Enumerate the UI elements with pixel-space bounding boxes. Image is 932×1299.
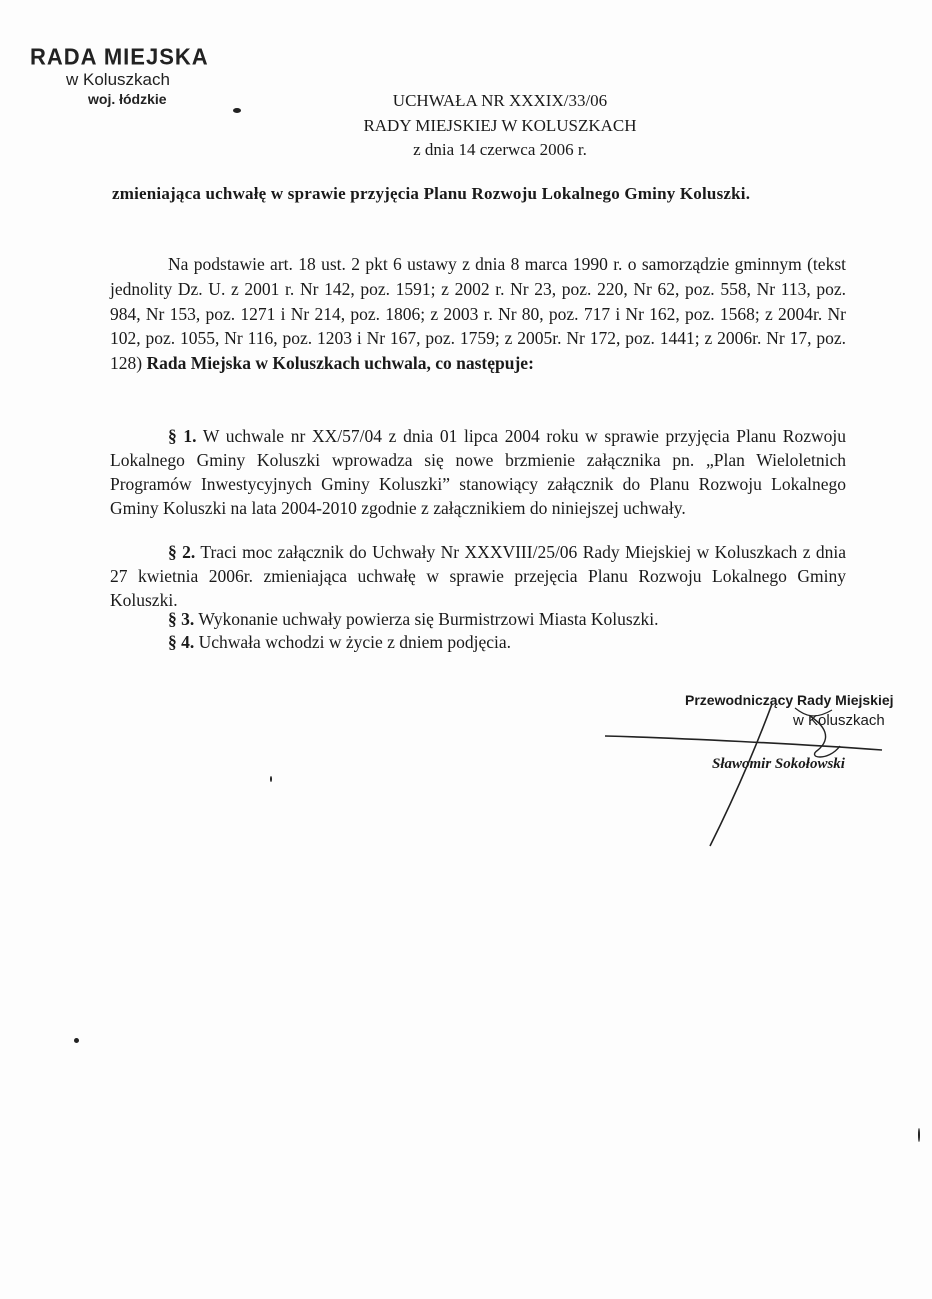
section-3 [110, 607, 846, 631]
signature-place: w Koluszkach [793, 712, 885, 729]
stamp-line-2: w Koluszkach [66, 70, 170, 89]
scan-speck [918, 1128, 920, 1142]
resolution-title: UCHWAŁA NR XXXIX/33/06 [392, 91, 608, 110]
scan-speck [270, 776, 272, 782]
signature-block [600, 686, 900, 856]
section-3-mark: § 3. [168, 609, 195, 629]
signature-name: Sławomir Sokołowski [712, 756, 845, 772]
section-4-text: Uchwała wchodzi w życie z dniem podjęcia. [198, 632, 512, 652]
scan-speck [233, 108, 241, 113]
scan-speck [74, 1038, 79, 1043]
resolution-date: z dnia 14 czerwca 2006 r. [413, 140, 587, 159]
section-1 [110, 424, 846, 520]
stamp-line-1: RADA MIEJSKA [30, 43, 209, 70]
preamble-paragraph [110, 252, 846, 376]
section-2-text: Traci moc załącznik do Uchwały Nr XXXVIII/25/06 Rady Miejskiej w Koluszkach z dnia 27 kwietnia 2006r. zmieniająca uchwałę w sprawie przejęcia Planu Rozwoju Lokalnego Gminy Koluszki. [110, 542, 847, 610]
section-1-text: W uchwale nr XX/57/04 z dnia 01 lipca 2004 roku w sprawie przyjęcia Planu Rozwoju Lokalnego Gminy Koluszki wprowadza się nowe brzmienie załącznika pn. „Plan Wieloletnich Programów Inwestycyjnych Gminy Koluszki” stanowiący załącznik do Planu Rozwoju Lokalnego Gminy Koluszki na lata 2004-2010 zgodnie z załącznikiem do niniejszej uchwały. [110, 426, 847, 518]
resolution-subject: zmieniająca uchwałę w sprawie przyjęcia Planu Rozwoju Lokalnego Gminy Koluszki. [112, 184, 751, 203]
stamp-line-3: woj. łódzkie [88, 91, 167, 107]
signature-title: Przewodniczący Rady Miejskiej [685, 692, 894, 708]
section-4 [110, 630, 846, 654]
section-2 [110, 540, 846, 612]
section-3-text: Wykonanie uchwały powierza się Burmistrzowi Miasta Koluszki. [198, 609, 659, 629]
section-1-mark: § 1. [168, 426, 197, 446]
preamble-text: Na podstawie art. 18 ust. 2 pkt 6 ustawy z dnia 8 marca 1990 r. o samorządzie gminnym (tekst jednolity Dz. U. z 2001 r. Nr 142, poz. 1591; z 2002 r. Nr 23, poz. 220, Nr 62, poz. 558, Nr 113, poz. 984, Nr 153, poz. 1271 i Nr 214, poz. 1806; z 2003 r. Nr 80, poz. 717 i Nr 162, poz. 1568; z 2004r. Nr 102, poz. 1055, Nr 116, poz. 1203 i Nr 167, poz. 1759; z 2005r. Nr 172, poz. 1441; z 2006r. Nr 17, poz. 128) [110, 254, 846, 374]
council-stamp [30, 44, 260, 108]
handwritten-signature [600, 686, 900, 856]
resolution-body: RADY MIEJSKIEJ W KOLUSZKACH [363, 116, 637, 135]
section-4-mark: § 4. [168, 632, 195, 652]
preamble-resolution: Rada Miejska w Koluszkach uchwala, co następuje: [146, 353, 534, 374]
section-2-mark: § 2. [168, 542, 196, 562]
